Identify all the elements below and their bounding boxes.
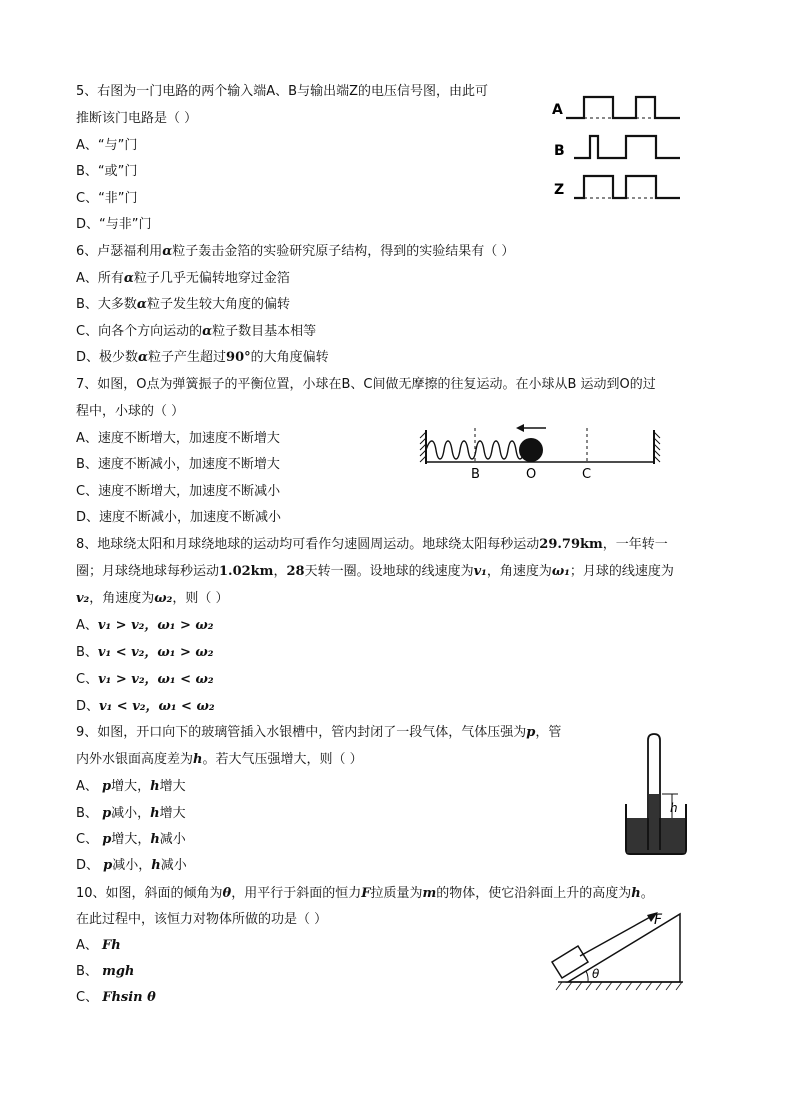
q6-a-pre: A、所有 [76, 271, 124, 286]
q8-option-d [76, 698, 215, 716]
q7-stem-line2: 程中，小球的（ ） [76, 404, 185, 419]
q6-b-post: 粒子发生较大角度的偏转 [146, 297, 290, 312]
q9-a-p: p [102, 779, 112, 794]
q9-l2-pre: 内外水银面高度差为 [76, 752, 194, 767]
q7-stem-line1: 7、如图，O点为弹簧振子的平衡位置，小球在B、C间做无摩擦的往复运动。在小球从B 运动到O的过 [76, 377, 656, 392]
q6-c-pre: C、向各个方向运动的 [76, 324, 203, 339]
q10-theta: θ [222, 886, 232, 901]
q10-l1-mid3: 的物体，使它沿斜面上升的高度为 [436, 886, 632, 901]
q8-l3-mid: ，角速度为 [89, 591, 155, 606]
q8-a-expr: v₁ > v₂，ω₁ > ω₂ [97, 618, 214, 633]
q6-a-post: 粒子几乎无偏转地穿过金箔 [133, 271, 290, 286]
q8-c-expr: v₁ > v₂，ω₁ < ω₂ [98, 672, 214, 687]
q9-option-b [76, 805, 186, 823]
q7-option-c: C、速度不断增大，加速度不断减小 [76, 484, 281, 499]
q8-l2-post: ；月球的线速度为 [569, 564, 674, 579]
q8-w1: ω₁ [551, 564, 570, 579]
q10-b-expr: mgh [102, 964, 135, 979]
alpha-symbol: α [136, 297, 147, 312]
q8-l1-pre: 8、地球绕太阳和月球绕地球的运动均可看作匀速圆周运动。地球绕太阳每秒运动 [76, 537, 540, 552]
q10-m: m [422, 886, 437, 901]
q6-option-d [76, 349, 329, 367]
q9-b-label: B、 [76, 806, 98, 821]
q8-stem-line2 [76, 563, 674, 581]
q8-days: 28 [286, 564, 305, 579]
q8-l2-mid3: ，角速度为 [486, 564, 552, 579]
q7-spring-oscillator-figure [418, 420, 662, 486]
q6-c-post: 粒子数目基本相等 [212, 324, 317, 339]
q10-stem-line2: 在此过程中，该恒力对物体所做的功是（ ） [76, 912, 328, 927]
q7-fig-label-b: B [471, 467, 480, 482]
q9-d-p-text: 减小， [112, 858, 152, 873]
q8-l2-pre: 圈；月球绕地球每秒运动 [76, 564, 220, 579]
q9-d-h-text: 减小 [160, 858, 187, 873]
q9-b-p-text: 减小， [111, 806, 151, 821]
q6-option-a [76, 270, 290, 288]
q10-incline-figure [548, 908, 688, 998]
q6-b-pre: B、大多数 [76, 297, 137, 312]
q10-option-c [76, 989, 156, 1007]
q6-stem-pre: 6、卢瑟福利用 [76, 244, 163, 259]
q10-l1-pre: 10、如图，斜面的倾角为 [76, 886, 223, 901]
q9-fig-label-h: h [670, 801, 678, 815]
q8-moon-speed: 1.02km [219, 564, 274, 579]
q6-option-b [76, 296, 290, 314]
q10-option-a [76, 937, 121, 955]
q8-v1: v₁ [473, 564, 487, 579]
q8-d-label: D、 [76, 699, 100, 714]
q8-option-a [76, 617, 213, 635]
q7-fig-label-c: C [582, 467, 592, 482]
q10-option-b [76, 963, 134, 981]
alpha-symbol: α [123, 271, 134, 286]
q8-option-c [76, 671, 214, 689]
q9-h: h [193, 752, 203, 767]
q6-stem-post: 粒子轰击金箔的实验研究原子结构，得到的实验结果有（ ） [172, 244, 515, 259]
q9-a-label: A、 [76, 779, 98, 794]
q5-fig-label-z: Z [554, 182, 565, 198]
q5-option-b: B、“或”门 [76, 164, 138, 179]
q5-logic-signal-figure [548, 90, 684, 208]
q5-option-c: C、“非”门 [76, 191, 138, 206]
q9-a-p-text: 增大， [111, 779, 151, 794]
q9-d-label: D、 [76, 858, 100, 873]
q9-p: p [526, 725, 536, 740]
q6-d-post: 的大角度偏转 [250, 350, 329, 365]
q5-option-a: A、“与”门 [76, 138, 138, 153]
q8-v2: v₂ [76, 591, 90, 606]
q7-option-a: A、速度不断增大，加速度不断增大 [76, 431, 280, 446]
q10-fig-label-theta: θ [592, 967, 600, 981]
q10-fig-label-f: F [654, 912, 663, 928]
q8-option-b [76, 644, 213, 662]
q10-h: h [631, 886, 641, 901]
q9-b-p: p [102, 806, 112, 821]
q9-d-h: h [151, 858, 161, 873]
q10-F: F [361, 886, 371, 901]
q9-a-h-text: 增大 [159, 779, 186, 794]
q8-l2-comma: ， [273, 564, 287, 579]
q10-a-expr: Fh [102, 938, 121, 953]
q9-c-label: C、 [76, 832, 99, 847]
q9-stem-line1 [76, 724, 561, 742]
q8-c-label: C、 [76, 672, 99, 687]
q9-option-d [76, 857, 187, 875]
q9-c-p-text: 增大， [111, 832, 151, 847]
q9-c-h: h [150, 832, 160, 847]
q5-fig-label-a: A [552, 102, 563, 118]
q8-b-expr: v₁ < v₂，ω₁ > ω₂ [97, 645, 214, 660]
q9-l1-post: ，管 [535, 725, 562, 740]
q10-a-label: A、 [76, 938, 98, 953]
q5-fig-label-b: B [554, 143, 565, 159]
q10-l1-post: 。 [640, 886, 654, 901]
alpha-symbol: α [162, 244, 173, 259]
q8-earth-speed: 29.79km [539, 537, 603, 552]
q7-option-d: D、速度不断减小，加速度不断减小 [76, 510, 282, 525]
q8-l2-mid2: 天转一圈。设地球的线速度为 [304, 564, 474, 579]
q8-w2: ω₂ [154, 591, 173, 606]
q9-d-p: p [103, 858, 113, 873]
q5-option-d: D、“与非”门 [76, 217, 152, 232]
q9-l2-post: 。若大气压强增大，则（ ） [202, 752, 363, 767]
q5-stem-line1: 5、右图为一门电路的两个输入端A、B与输出端Z的电压信号图，由此可 [76, 84, 488, 99]
q8-l3-post: ，则（ ） [172, 591, 229, 606]
q8-d-expr: v₁ < v₂，ω₁ < ω₂ [99, 699, 215, 714]
q8-stem-line3 [76, 590, 228, 608]
q10-b-label: B、 [76, 964, 98, 979]
q8-a-label: A、 [76, 618, 98, 633]
q7-option-b: B、速度不断减小，加速度不断增大 [76, 457, 280, 472]
q9-c-h-text: 减小 [159, 832, 186, 847]
q6-d-angle: 90° [226, 350, 251, 365]
q8-b-label: B、 [76, 645, 98, 660]
q9-stem-line2 [76, 751, 363, 769]
q10-l1-mid: ，用平行于斜面的恒力 [231, 886, 362, 901]
q9-b-h-text: 增大 [159, 806, 186, 821]
q10-c-label: C、 [76, 990, 99, 1005]
q9-mercury-tube-figure [620, 732, 692, 856]
q10-l1-mid2: 拉质量为 [370, 886, 423, 901]
q9-c-p: p [102, 832, 112, 847]
q6-stem [76, 243, 514, 261]
q7-fig-label-o: O [526, 467, 537, 482]
q9-option-a [76, 778, 186, 796]
q6-d-pre: D、极少数 [76, 350, 139, 365]
q8-l1-post: ，一年转一 [602, 537, 668, 552]
q10-c-expr: Fhsin θ [102, 990, 156, 1005]
alpha-symbol: α [202, 324, 213, 339]
q6-d-mid: 粒子产生超过 [148, 350, 227, 365]
q9-l1-pre: 9、如图，开口向下的玻璃管插入水银槽中，管内封闭了一段气体，气体压强为 [76, 725, 527, 740]
q10-stem-line1 [76, 885, 654, 903]
q9-option-c [76, 831, 186, 849]
q6-option-c [76, 323, 316, 341]
q5-stem-line2: 推断该门电路是（ ） [76, 111, 198, 126]
q8-stem-line1 [76, 536, 668, 554]
q9-b-h: h [150, 806, 160, 821]
alpha-symbol: α [138, 350, 149, 365]
q9-a-h: h [150, 779, 160, 794]
